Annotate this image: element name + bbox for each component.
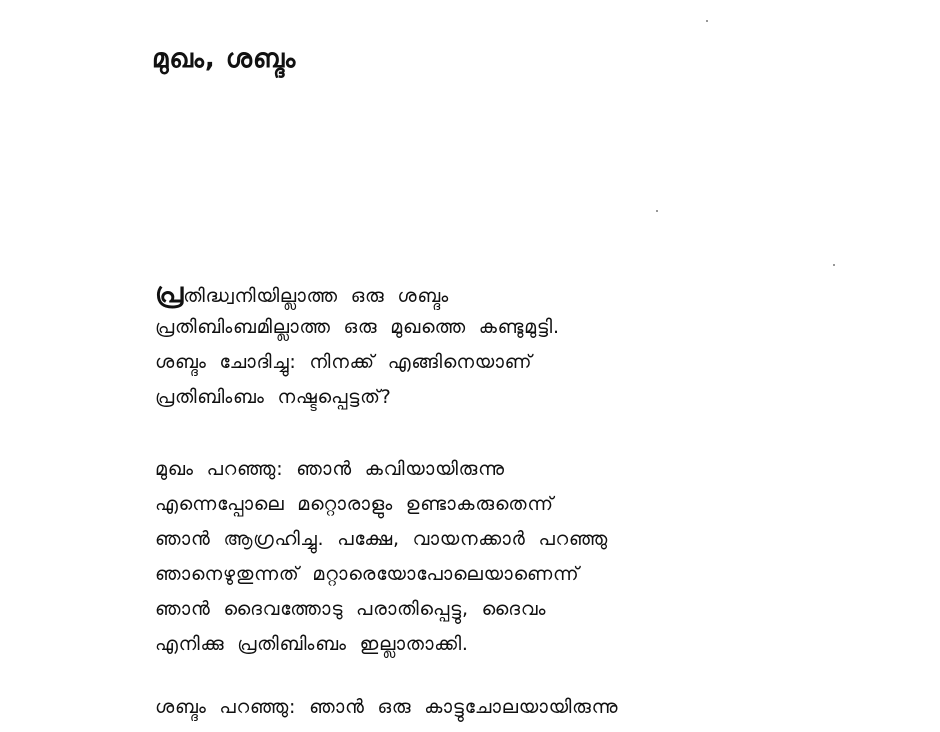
poem-line: പ്രതിബിംബം നഷ്ടപ്പെട്ടത്? bbox=[155, 386, 392, 408]
poem-line: ഞാൻ ആഗ്രഹിച്ചു. പക്ഷേ, വായനക്കാർ പറഞ്ഞു bbox=[155, 528, 609, 550]
stanza-2 bbox=[155, 452, 608, 662]
poem-line bbox=[155, 275, 560, 310]
poem-title: മുഖം, ശബ്ദം bbox=[152, 44, 297, 74]
drop-cap: പ്ര bbox=[155, 276, 184, 309]
poem-line: ശബ്ദം ചോദിച്ചു: നിനക്ക് എങ്ങിനെയാണ് bbox=[155, 351, 533, 373]
scan-speck bbox=[833, 264, 835, 266]
poem-line: ശബ്ദം പറഞ്ഞു: ഞാൻ ഒരു കാട്ടുചോലയായിരുന്നു bbox=[155, 696, 619, 718]
stanza-3 bbox=[155, 690, 618, 725]
scan-speck bbox=[656, 210, 658, 212]
poem-line: പ്രതിബിംബമില്ലാത്ത ഒരു മുഖത്തെ കണ്ടുമുട്ടി. bbox=[155, 316, 560, 338]
scan-speck bbox=[706, 20, 708, 22]
poem-line: ഞാൻ ദൈവത്തോടു പരാതിപ്പെട്ടു, ദൈവം bbox=[155, 598, 547, 620]
poem-line: ഞാനെഴുതുന്നത് മറ്റാരെയോപോലെയാണെന്ന് bbox=[155, 563, 580, 585]
poem-line: എനിക്കു പ്രതിബിംബം ഇല്ലാതാക്കി. bbox=[155, 633, 469, 655]
poem-line-text: തിദ്ധ്വനിയില്ലാത്ത ഒരു ശബ്ദം bbox=[183, 285, 449, 307]
poem-line: എന്നെപ്പോലെ മറ്റൊരാളും ഉണ്ടാകരുതെന്ന് bbox=[155, 493, 554, 515]
stanza-1 bbox=[155, 275, 560, 415]
poem-line: മുഖം പറഞ്ഞു: ഞാൻ കവിയായിരുന്നു bbox=[155, 458, 505, 480]
